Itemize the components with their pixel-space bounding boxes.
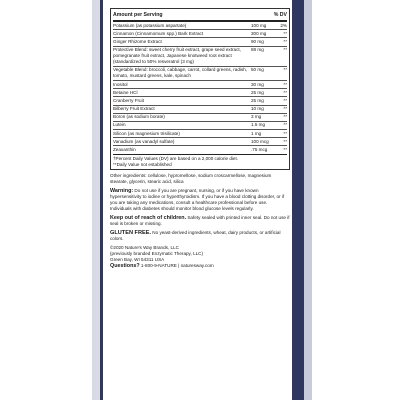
ingredient-name: Silicon (as magnesium trisilicate) — [113, 130, 180, 136]
ingredient-amount: 1.5 mg — [251, 122, 266, 128]
ingredient-name: Protective Blend: sweet cherry fruit extract, grape seed extract, pomegranate fruit extract, Japanese knotweed root extract (standardized to 50% resveratrol (3 mg) — [113, 47, 241, 65]
ingredient-dv: ** — [283, 89, 287, 95]
table-row — [113, 22, 287, 30]
ingredient-amount: 50 mg — [251, 67, 264, 73]
ingredient-amount: 88 mg — [251, 47, 264, 53]
table-row — [113, 81, 287, 89]
table-row — [113, 114, 287, 122]
table-row — [113, 106, 287, 114]
ingredient-dv: ** — [283, 130, 287, 136]
ingredient-dv: ** — [283, 114, 287, 120]
footnote-dv: †Percent Daily Values (DV) are based on a 2,000 calorie diet. — [113, 155, 239, 161]
ingredient-amount: 10 mg — [251, 106, 264, 112]
ingredient-dv: ** — [283, 67, 287, 73]
package-stripe-left — [100, 0, 103, 400]
package-edge-right — [304, 0, 312, 400]
ingredient-amount: 90 mg — [251, 38, 264, 44]
questions-text: 1-800-9-NATURE | naturesway.com — [139, 262, 214, 268]
ingredient-name: Vegetable Blend: broccoli, cabbage, carrot, collard greens, radish, tomato, mustard greens, kale, spinach — [113, 67, 248, 79]
ingredient-dv: 2% — [280, 22, 287, 28]
ingredient-dv: ** — [283, 47, 287, 53]
amount-header: Amount per Serving — [113, 12, 163, 18]
ingredient-name: Potassium (as potassium aspartate) — [113, 22, 187, 28]
ingredient-name: Cinnamon (Cinnamomum spp.) Bark Extract — [113, 30, 204, 36]
company-line-1: ©2020 Nature's Way Brands, LLC — [110, 244, 179, 250]
ingredient-amount: 100 mg — [251, 22, 267, 28]
ingredient-amount: 1 mg — [251, 130, 262, 136]
ingredient-amount: 30 mg — [251, 81, 264, 87]
table-row — [113, 30, 287, 38]
ingredient-amount: 25 mg — [251, 97, 264, 103]
ingredient-name: Boron (as sodium borate) — [113, 114, 165, 120]
ingredient-name: Betaine HCl — [113, 89, 138, 95]
warning-text: Do not use if you are pregnant, nursing, or if you have known hypersensitivity to iodine or hyperthyroidism. If you have a blood clotting disorder, or if you are taking any medications, consult a healthcare professional before use. Individuals with diabetes should monitor blood glucose levels regularly. — [110, 187, 285, 211]
ingredient-amount: 25 mg — [251, 89, 264, 95]
ingredient-amount: 3 mg — [251, 114, 262, 120]
table-row — [113, 130, 287, 138]
ingredient-name: Bilberry Fruit Extract — [113, 106, 155, 112]
ingredient-dv: ** — [283, 147, 287, 153]
questions-line — [110, 263, 290, 269]
ingredient-dv: ** — [283, 30, 287, 36]
table-row — [113, 38, 287, 46]
questions-label: Questions? — [110, 262, 140, 269]
keep-out-paragraph — [110, 215, 290, 227]
ingredient-name: Zeaxanthin — [113, 147, 136, 153]
ingredient-dv: ** — [283, 81, 287, 87]
table-header — [113, 10, 287, 22]
keep-out-label: Keep out of reach of children. — [110, 214, 187, 221]
package-stripe-right — [292, 0, 304, 400]
warning-paragraph — [110, 188, 290, 212]
dv-header: % DV — [273, 12, 287, 18]
footnote-not-established: **Daily Value not established — [113, 161, 172, 167]
company-line-2: (previously branded Enzymatic Therapy, LLC) — [110, 250, 204, 256]
supplement-facts-table — [110, 8, 290, 170]
ingredient-name: Ginger Rhizome Extract — [113, 38, 162, 44]
other-ingredients: Other ingredients: cellulose, hypromellose, sodium croscarmellose, magnesium stearate, glycerin, stearic acid, silica — [110, 172, 272, 184]
table-footnotes — [113, 155, 287, 169]
warning-label: Warning: — [110, 187, 134, 194]
table-row — [113, 97, 287, 105]
table-row — [113, 89, 287, 97]
table-row — [113, 138, 287, 146]
ingredient-name: Cranberry Fruit — [113, 97, 144, 103]
gluten-free-text: No yeast-derived ingredients, wheat, dairy products, or artificial colors. — [110, 229, 281, 241]
label-panel — [110, 8, 290, 400]
table-row — [113, 47, 287, 67]
gluten-free-label: GLUTEN FREE. — [110, 229, 152, 236]
ingredient-dv: ** — [283, 38, 287, 44]
table-row — [113, 146, 287, 154]
ingredient-name: Lutein — [113, 122, 126, 128]
table-row — [113, 122, 287, 130]
keep-out-text: Safety sealed with printed inner seal. Do not use if seal is broken or missing. — [110, 214, 290, 226]
ingredient-dv: ** — [283, 138, 287, 144]
company-line-3: Green Bay, WI 54311 USA — [110, 256, 165, 262]
company-info — [110, 245, 290, 269]
ingredient-dv: ** — [283, 122, 287, 128]
ingredient-name: Inositol — [113, 81, 128, 87]
ingredient-amount: .75 mcg — [251, 147, 268, 153]
ingredient-rows — [113, 22, 287, 155]
ingredient-dv: ** — [283, 106, 287, 112]
table-row — [113, 67, 287, 81]
ingredient-name: Vanadium (as vanadyl sulfate) — [113, 138, 175, 144]
gluten-free-paragraph — [110, 230, 290, 242]
ingredient-amount: 300 mg — [251, 30, 267, 36]
ingredient-amount: 100 mcg — [251, 138, 269, 144]
ingredient-dv: ** — [283, 97, 287, 103]
